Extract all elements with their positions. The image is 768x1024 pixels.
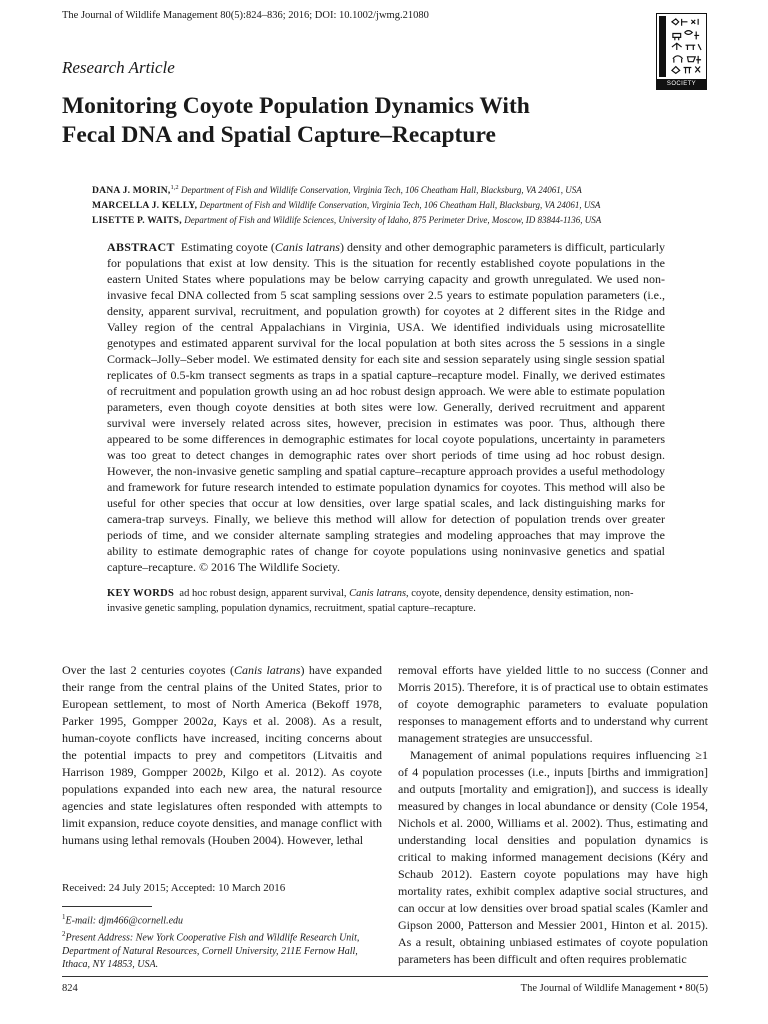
author-entry [92,213,732,228]
footnote-text: Present Address: New York Cooperative Fish and Wildlife Research Unit, Department of Natural Resources, Cornell University, 211E Fernow Hall, Ithaca, NY 14853, USA. [62,932,360,971]
footer-rule [62,976,708,977]
author-entry [92,198,732,213]
keywords-text-1: ad hoc robust design, apparent survival, [179,588,350,599]
journal-header: The Journal of Wildlife Management 80(5):824–836; 2016; DOI: 10.1002/jwmg.21080 [62,10,429,21]
keywords-species: Canis latrans [349,588,407,599]
body-text: ) have expanded their range from the central plains of the United States, prior to European settlement, to most of North America (Bekoff 1978, Parker 1995, Gompper 2002 [62,663,382,728]
article-type: Research Article [62,58,175,77]
body-paragraph: removal efforts have yielded little to no success (Conner and Morris 2015). Therefore, it is of practical use to obtain estimates of coyote demographic parameters to evaluate population responses to management efforts and to understand why current management strategies are unsuccessful. [398,663,708,745]
footnote-marker: 1 [62,913,66,921]
title-line-1: Monitoring Coyote Population Dynamics With [62,93,530,119]
author-name: DANA J. MORIN, [92,185,171,197]
footnote [62,911,382,928]
author-affiliation: Department of Fish and Wildlife Conservation, Virginia Tech, 106 Cheatham Hall, Blacksburg, VA 24061, USA [181,185,582,196]
logo-society-label: SOCIETY [657,79,706,89]
citation-suffix: b [216,765,223,779]
author-name: MARCELLA J. KELLY, [92,200,198,212]
keywords-text-2: , coyote, density dependence, density estimation, non-invasive genetic sampling, population dynamics, recruitment, spatial capture–recapture. [107,588,634,614]
footnote-marker: 2 [62,929,66,938]
article-title [62,92,662,150]
abstract-text-2: ) density and other demographic parameters is difficult, particularly for populations that exist at low density. This is the situation for recently established coyote populations in the eastern United States where populations may be below carrying capacity and growth unregulated. We used non-invasive fecal DNA collected from 5 scat sampling sessions over 2.5 years to estimate population parameters (i.e., density, apparent survival, recruitment, and population growth) for coyotes at 2 different sites in the Ridge and Valley region of the central Appalachians in Virginia, USA. We identified individuals using microsatellite genotypes and estimated apparent survival for the local population at both sites across the 5 sessions in a single Cormack–Jolly–Seber model. We estimated density for each site and session separately using single session spatial replicates of 0.5-km transect segments as traps in a spatial capture–recapture model. Finally, we derived estimates of recruitment and population growth using an ad hoc robust design approach. We were able to estimate population parameters, even though coyote densities at both sites were low. Generally, derived recruitment and apparent survival were inversely related across sites, however, precision in estimates was poor. Thus, although there appeared to be some differences in demographic estimates for local coyote populations, uncertainty in parameters was too great to detect changes in demographic rates over short periods of time using ad hoc robust design. However, the non-invasive genetic sampling and spatial capture–recapture approach provides a useful methodology and framework for future research intended to estimate population dynamics for coyotes. This method will also be useful for other species that occur at low densities, over large spatial scales, and lack distinguishing marks for camera-trap surveys. Finally, we believe this method will allow for detection of population trends over greater periods of time, and we consider alternate sampling strategies and modeling approaches that may improve the ability to estimate demographic rates of change for coyote populations using noninvasive genetics and spatial capture–recapture. © 2016 The Wildlife Society. [107,240,666,574]
body-column-right [398,662,708,968]
author-affiliation: Department of Fish and Wildlife Conservation, Virginia Tech, 106 Cheatham Hall, Blacksburg, VA 24061, USA [199,200,601,211]
abstract [107,239,665,575]
logo-spine [659,16,666,77]
footer-journal: The Journal of Wildlife Management • 80(5) [520,983,708,994]
body-text: Over the last 2 centuries coyotes ( [62,663,234,677]
author-name: LISETTE P. WAITS, [92,215,182,227]
page-number: 824 [62,983,78,994]
abstract-text-1: Estimating coyote ( [180,240,275,254]
author-superscript: 1,2 [170,184,179,191]
author-list [92,180,732,228]
received-dates: Received: 24 July 2015; Accepted: 10 March 2016 [62,882,286,894]
petroglyph-animals-icon [669,16,704,76]
body-paragraph: Management of animal populations requires influencing ≥1 of 4 population processes (i.e., inputs [births and immigration] and outputs [mortality and emigration]), and success is ideally measured by changes in local abundance or density (Cole 1954, Nichols et al. 2000, Williams et al. 2002). Thus, estimating and understanding local densities and population dynamics is critical to making informed management decisions (Kéry and Schaub 2012). Eastern coyote populations may have high mortality rates, exhibit complex adaptive social structures, and can occur at low densities over broad spatial scales (Kamler and Gipson 2000, Patterson and Messier 2001, Hinton et al. 2015). As a result, obtaining unbiased estimates of coyote population parameters has been difficult and often requires problematic [398,748,708,966]
abstract-label: ABSTRACT [107,240,175,254]
keywords-label: KEY WORDS [107,588,175,599]
body-column-left [62,662,382,849]
keywords [107,587,665,616]
footnote [62,928,382,972]
footnotes [62,906,382,972]
body-text: , Kays et al. 2008). As a result, human-coyote conflicts have increased, inciting concerns about the potential impacts to prey and competitors (Litvaitis and Harrison 1989, Gompper 2002 [62,714,383,779]
wildlife-society-logo [656,13,707,90]
body-species: Canis latrans [234,663,301,677]
author-affiliation: Department of Fish and Wildlife Sciences, University of Idaho, 875 Perimeter Drive, Moscow, ID 83844-1136, USA [184,215,602,226]
footnote-rule [62,906,152,907]
body-text: , Kilgo et al. 2012). As coyote populations expanded into each new area, the natural resource agencies and state legislatures often responded with attempts to limit expansion, reduce coyote densities, and manage conflict with humans using lethal removals (Houben 2004). However, lethal [62,765,383,847]
title-line-2: Fecal DNA and Spatial Capture–Recapture [62,122,496,148]
citation-suffix: a [207,714,214,728]
author-entry [92,180,732,198]
abstract-species: Canis latrans [274,240,340,254]
footnote-text: E-mail: djm466@cornell.edu [65,915,184,927]
